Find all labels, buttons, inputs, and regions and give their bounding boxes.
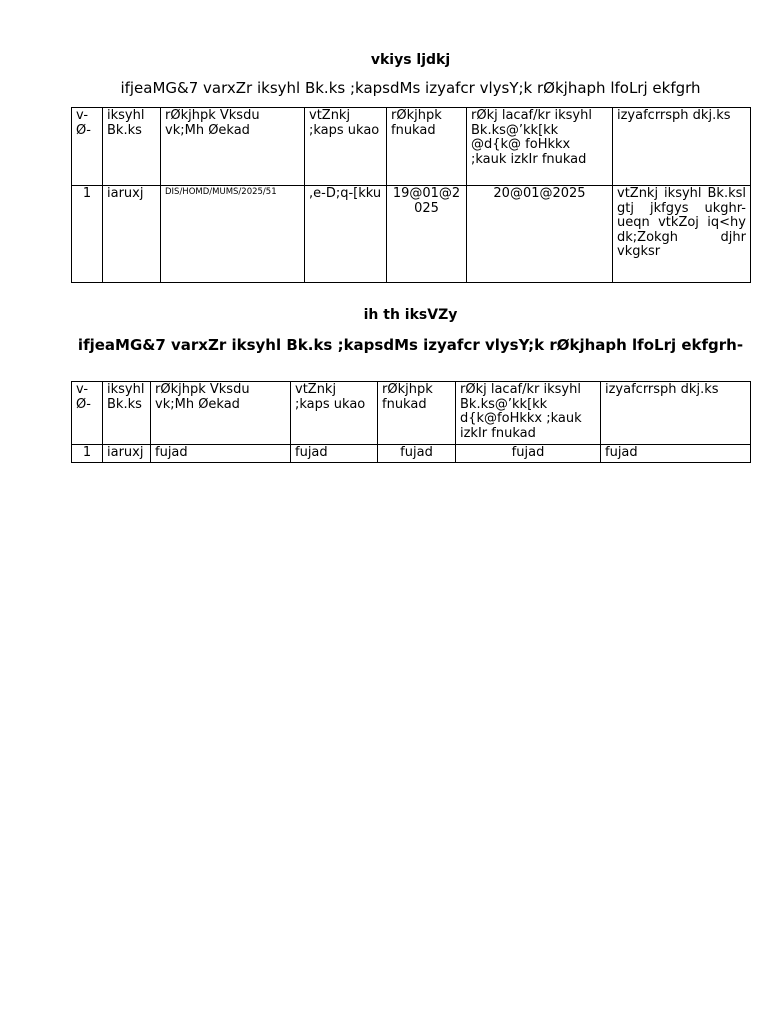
header-complaint-date: rØkjhpk fnukad [378,382,456,445]
header-applicant-name: vtZnkj ;kaps ukao [291,382,378,445]
header-applicant-name: vtZnkj ;kaps ukao [305,108,387,186]
header-complaint-date: rØkjhpk fnukad [387,108,467,186]
pg-portal-complaints-table [71,381,751,463]
cell-applicant-name: fujad [291,445,378,463]
document-subtitle: ifjeaMG&7 varxZr iksyhl Bk.ks ;kapsdMs izyafcr vlysY;k rØkjhaph lfoLrj ekfgrh [120,79,701,97]
header-police-station: iksyhl Bk.ks [103,382,151,445]
cell-serial-number: 1 [72,445,103,463]
pending-complaints-table [71,107,751,283]
cell-police-station: iaruxj [103,445,151,463]
header-received-date: rØkj lacaf/kr iksyhl Bk.ks@’kk[kk d{k@foHkkx ;kauk izkIr fnukad [456,382,601,445]
cell-complaint-date: fujad [378,445,456,463]
header-pending-reasons: izyafcrrsph dkj.ks [601,382,751,445]
cell-pending-reasons: fujad [601,445,751,463]
table-header-row [72,108,751,186]
cell-received-date: 20@01@2025 [467,186,613,283]
section-subtitle: ifjeaMG&7 varxZr iksyhl Bk.ks ;kapsdMs izyafcr vlysY;k rØkjhaph lfoLrj ekfgrh- [77,336,744,354]
cell-applicant-name: ,e-D;q-[kku [305,186,387,283]
cell-received-date: fujad [456,445,601,463]
header-token-id: rØkjhpk Vksdu vk;Mh Øekad [151,382,291,445]
cell-token-id: fujad [151,445,291,463]
table-header-row [72,382,751,445]
header-police-station: iksyhl Bk.ks [103,108,161,186]
cell-pending-reasons: vtZnkj iksyhl Bk.ksl gtj jkfgys ukghr- ueqn vtkZoj iq<hy dk;Zokgh djhr vkgksr [613,186,751,283]
section-title: ih th iksVZy [363,307,458,323]
header-serial-number: v-Ø- [72,382,103,445]
header-token-id: rØkjhpk Vksdu vk;Mh Øekad [161,108,305,186]
cell-complaint-date: 19@01@2025 [387,186,467,283]
header-pending-reasons: izyafcrrsph dkj.ks [613,108,751,186]
table-row [72,186,751,283]
table-row [72,445,751,463]
cell-police-station: iaruxj [103,186,161,283]
header-received-date: rØkj lacaf/kr iksyhl Bk.ks@’kk[kk @d{k@ foHkkx ;kauk izkIr fnukad [467,108,613,186]
document-title: vkiys ljdkj [370,52,451,68]
cell-token-id: DIS/HOMD/MUMS/2025/51 [161,186,305,283]
cell-serial-number: 1 [72,186,103,283]
header-serial-number: v-Ø- [72,108,103,186]
